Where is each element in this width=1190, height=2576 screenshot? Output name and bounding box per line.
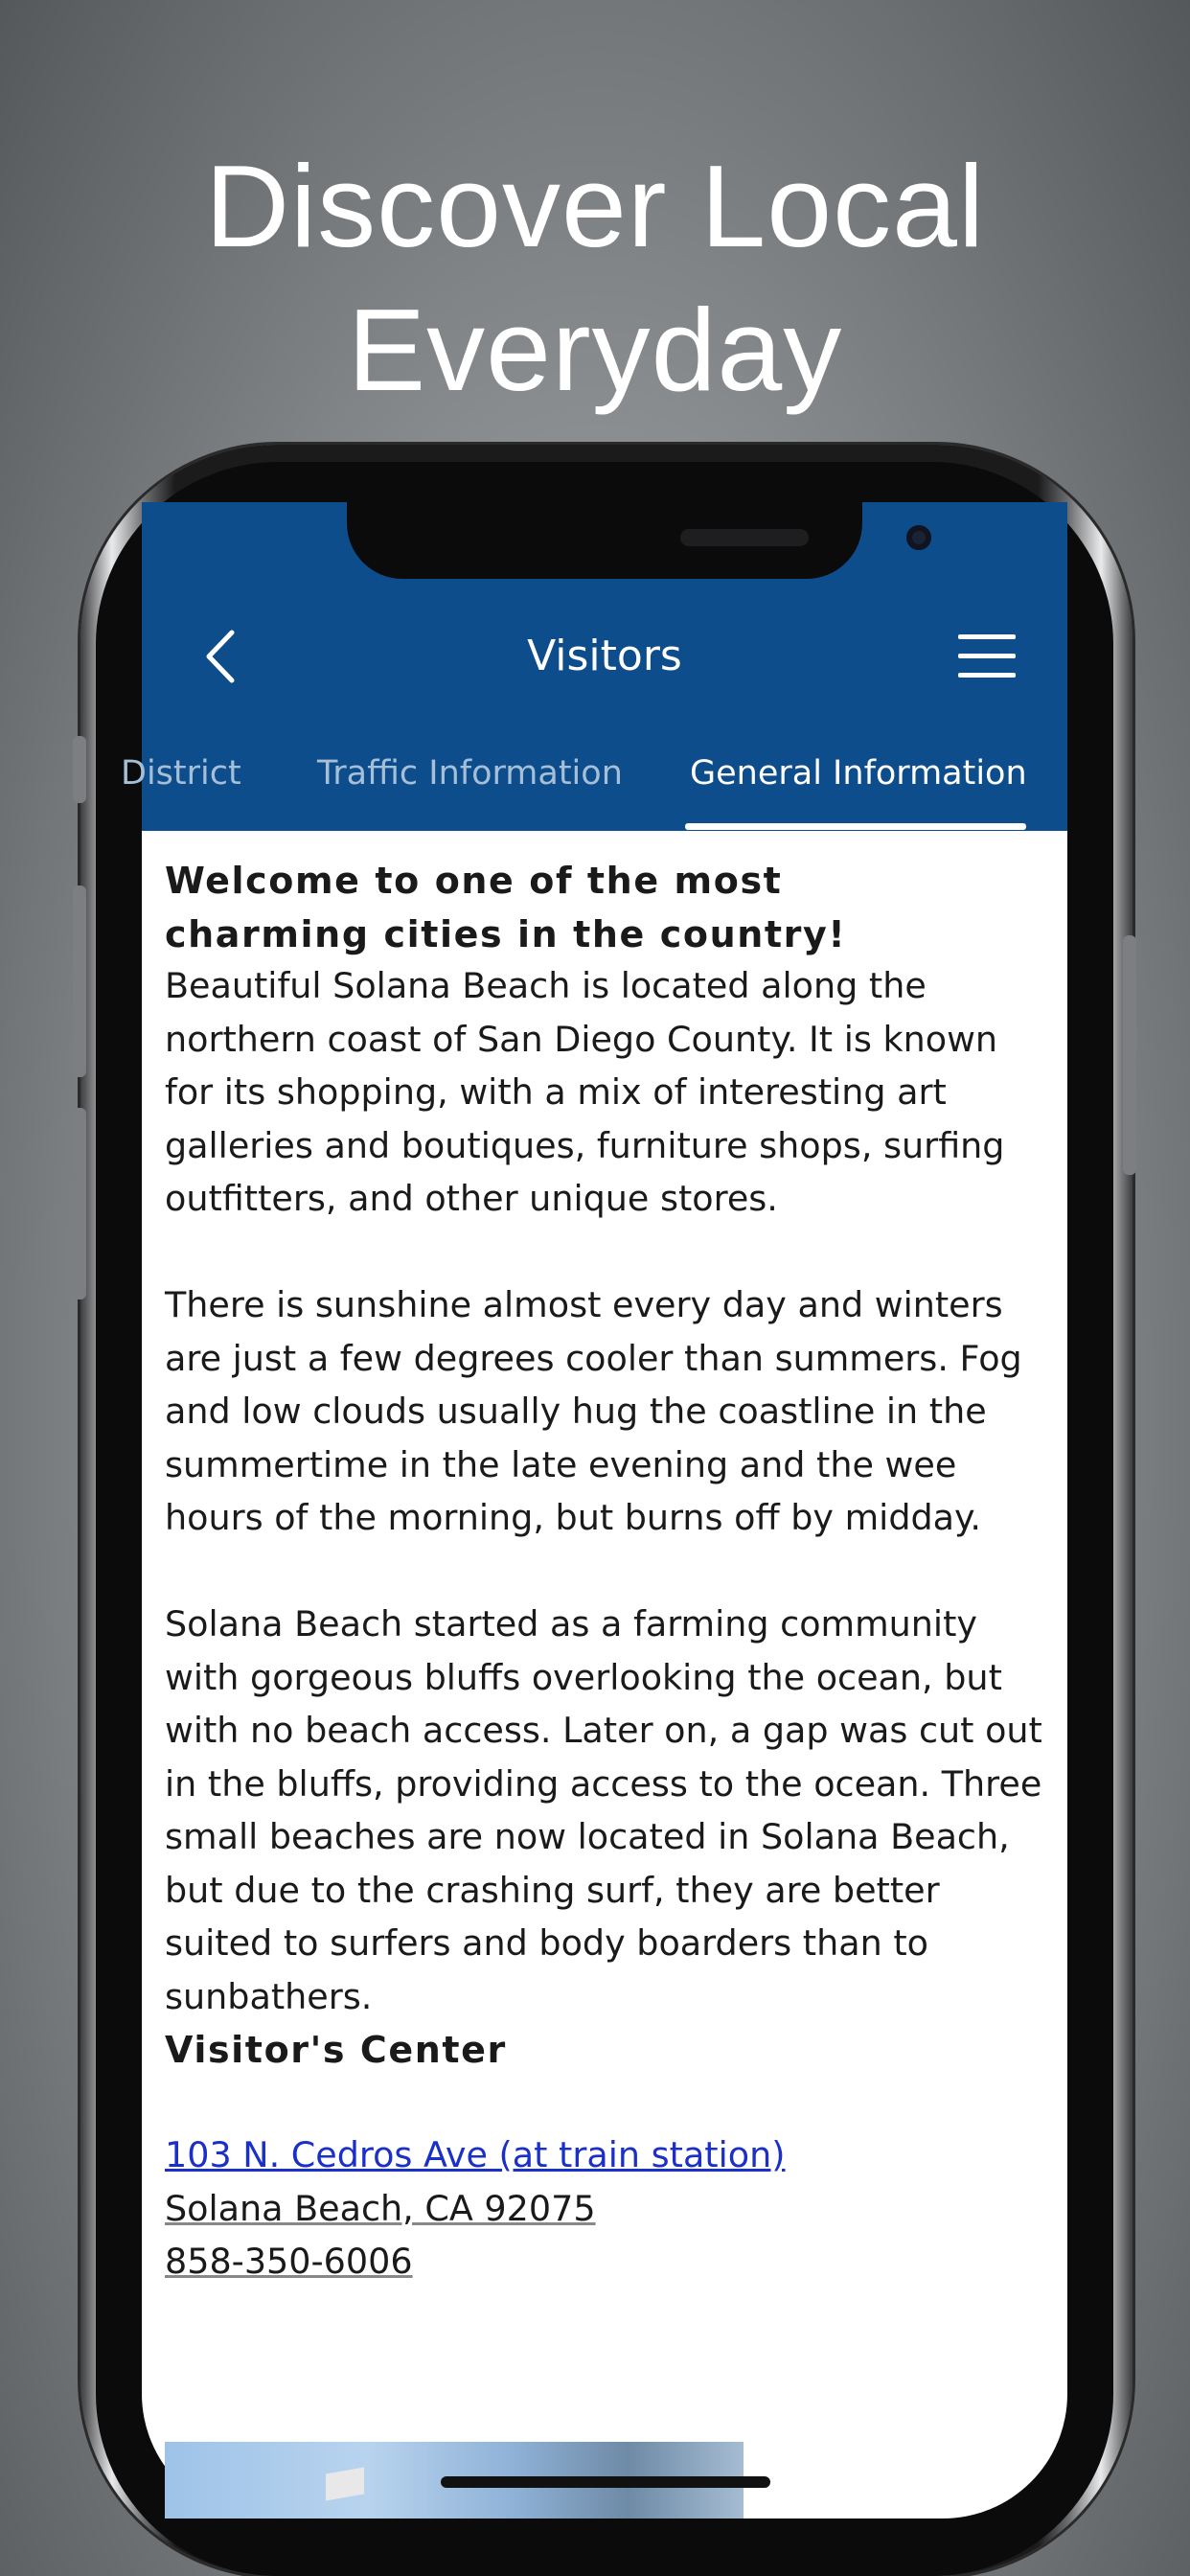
power-button <box>1123 935 1136 1175</box>
front-camera <box>906 525 931 550</box>
paragraph-climate: There is sunshine almost every day and winters are just a few degrees cooler than summers. Fog and low clouds usually hug the coastline in the summertime in the late evening and the wee hours of the morning, but burns off by midday. <box>165 1284 1022 1538</box>
flag-graphic <box>326 2467 364 2500</box>
app-header <box>121 502 1067 831</box>
visitor-center-heading: Visitor's Center <box>165 2029 507 2071</box>
headline-line-1: Discover Local <box>204 141 986 271</box>
headline-line-2: Everyday <box>347 285 843 415</box>
speaker-grille <box>680 529 809 546</box>
active-tab-indicator <box>685 823 1026 830</box>
page-title: Visitors <box>527 632 682 680</box>
home-indicator[interactable] <box>441 2476 770 2488</box>
menu-button[interactable] <box>956 631 1018 682</box>
phone-screen <box>121 502 1067 2518</box>
volume-down-button <box>73 1108 86 1300</box>
paragraph-history: Solana Beach started as a farming community with gorgeous bluffs overlooking the ocean, but with no beach access. Later on, a gap was cut out in the bluffs, providing access to the ocean. Three small beaches are now located in Solana Beach, but due to the crashing surf, they are better suited to surfers and body boarders than to sunbathers. <box>165 1603 1042 2017</box>
city-line: Solana Beach, CA 92075 <box>165 2188 596 2229</box>
notch <box>347 502 862 579</box>
hamburger-menu-icon <box>956 631 1018 682</box>
tab-district[interactable]: District <box>121 754 241 793</box>
mute-switch <box>73 736 86 803</box>
phone-number[interactable]: 858-350-6006 <box>165 2241 413 2282</box>
marketing-headline <box>0 134 1190 422</box>
tab-general-information[interactable]: General Information <box>690 754 1027 793</box>
paragraph-intro: Beautiful Solana Beach is located along the northern coast of San Diego County. It is known for its shopping, with a mix of interesting art galleries and boutiques, furniture shops, surfing outfitters, and other unique stores. <box>165 965 1005 1219</box>
tab-bar <box>121 739 1067 831</box>
address-link[interactable]: 103 N. Cedros Ave (at train station) <box>165 2134 786 2175</box>
volume-up-button <box>73 886 86 1077</box>
welcome-heading: Welcome to one of the most charming cities in the country! <box>165 860 847 955</box>
tab-traffic-information[interactable]: Traffic Information <box>317 754 623 793</box>
